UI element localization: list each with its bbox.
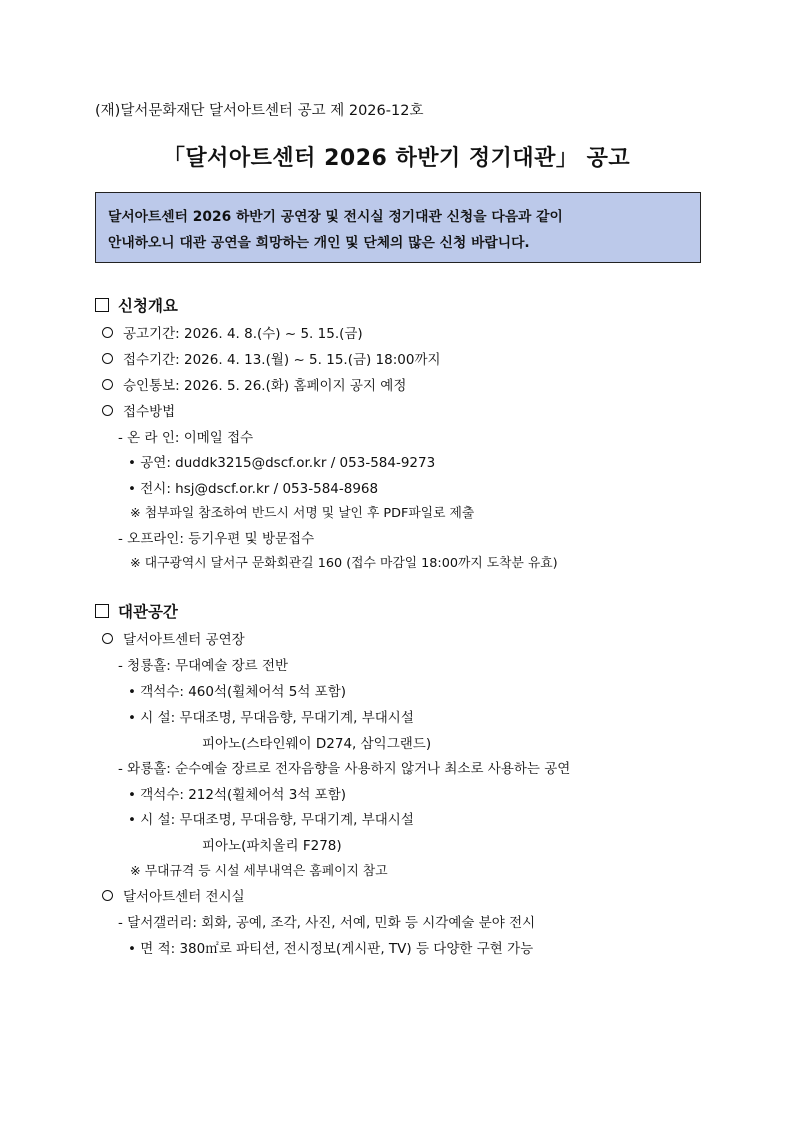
cheongryong-facility: • 시 설: 무대조명, 무대음향, 무대기계, 부대시설 (128, 710, 414, 726)
attachment-note: ※ 첨부파일 참조하여 반드시 서명 및 날인 후 PDF파일로 제출 (130, 506, 475, 521)
list-item (102, 885, 245, 905)
page-title: 「달서아트센터 2026 하반기 정기대관」 공고 (162, 146, 631, 171)
notice-period: 공고기간: 2026. 4. 8.(수) ~ 5. 15.(금) (123, 326, 363, 342)
cheongryong-hall: - 청룡홀: 무대예술 장르 전반 (118, 658, 289, 674)
waryong-piano: 피아노(파치올리 F278) (202, 838, 342, 854)
method-heading: 접수방법 (123, 404, 176, 420)
list-item (102, 374, 406, 394)
cheongryong-piano: 피아노(스타인웨이 D274, 삼익그랜드) (202, 736, 432, 752)
section-heading-application (95, 294, 178, 316)
circle-bullet-icon (102, 633, 113, 644)
intro-line-1: 달서아트센터 2026 하반기 공연장 및 전시실 정기대관 신청을 다음과 같이 (108, 209, 563, 225)
circle-bullet-icon (102, 379, 113, 390)
square-bullet-icon (95, 604, 109, 618)
list-item (102, 322, 363, 342)
cheongryong-seats: • 객석수: 460석(휠체어석 5석 포함) (128, 684, 347, 700)
gallery-area: • 면 적: 380㎡로 파티션, 전시정보(게시판, TV) 등 다양한 구현 가능 (128, 941, 534, 957)
gallery-heading: 달서아트센터 전시실 (123, 889, 245, 905)
online-method: - 온 라 인: 이메일 접수 (118, 430, 254, 446)
list-item (102, 400, 175, 420)
list-item (102, 348, 441, 368)
address-note: ※ 대구광역시 달서구 문화회관길 160 (접수 마감일 18:00까지 도착분 유효) (130, 556, 558, 571)
section-heading-label: 신청개요 (118, 297, 178, 315)
circle-bullet-icon (102, 405, 113, 416)
offline-method: - 오프라인: 등기우편 및 방문접수 (118, 531, 315, 547)
section-heading-spaces (95, 600, 178, 622)
section-heading-label: 대관공간 (118, 603, 178, 621)
performance-contact: • 공연: duddk3215@dscf.or.kr / 053-584-9273 (128, 455, 436, 471)
waryong-facility: • 시 설: 무대조명, 무대음향, 무대기계, 부대시설 (128, 812, 414, 828)
intro-line-2: 안내하오니 대관 공연을 희망하는 개인 및 단체의 많은 신청 바랍니다. (108, 235, 530, 251)
waryong-hall: - 와룡홀: 순수예술 장르로 전자음향을 사용하지 않거나 최소로 사용하는 공연 (118, 761, 571, 777)
list-item (102, 628, 245, 648)
waryong-seats: • 객석수: 212석(휠체어석 3석 포함) (128, 787, 347, 803)
approval-notice: 승인통보: 2026. 5. 26.(화) 홈페이지 공지 예정 (123, 378, 407, 394)
intro-box (95, 192, 701, 263)
receipt-period: 접수기간: 2026. 4. 13.(월) ~ 5. 15.(금) 18:00까지 (123, 352, 441, 368)
hall-heading: 달서아트센터 공연장 (123, 632, 245, 648)
exhibition-contact: • 전시: hsj@dscf.or.kr / 053-584-8968 (128, 481, 379, 497)
square-bullet-icon (95, 298, 109, 312)
gallery-description: - 달서갤러리: 회화, 공예, 조각, 사진, 서예, 민화 등 시각예술 분야 전시 (118, 915, 536, 931)
circle-bullet-icon (102, 890, 113, 901)
notice-number: (재)달서문화재단 달서아트센터 공고 제 2026-12호 (95, 103, 424, 119)
circle-bullet-icon (102, 327, 113, 338)
stage-note: ※ 무대규격 등 시설 세부내역은 홈페이지 참고 (130, 864, 388, 879)
circle-bullet-icon (102, 353, 113, 364)
